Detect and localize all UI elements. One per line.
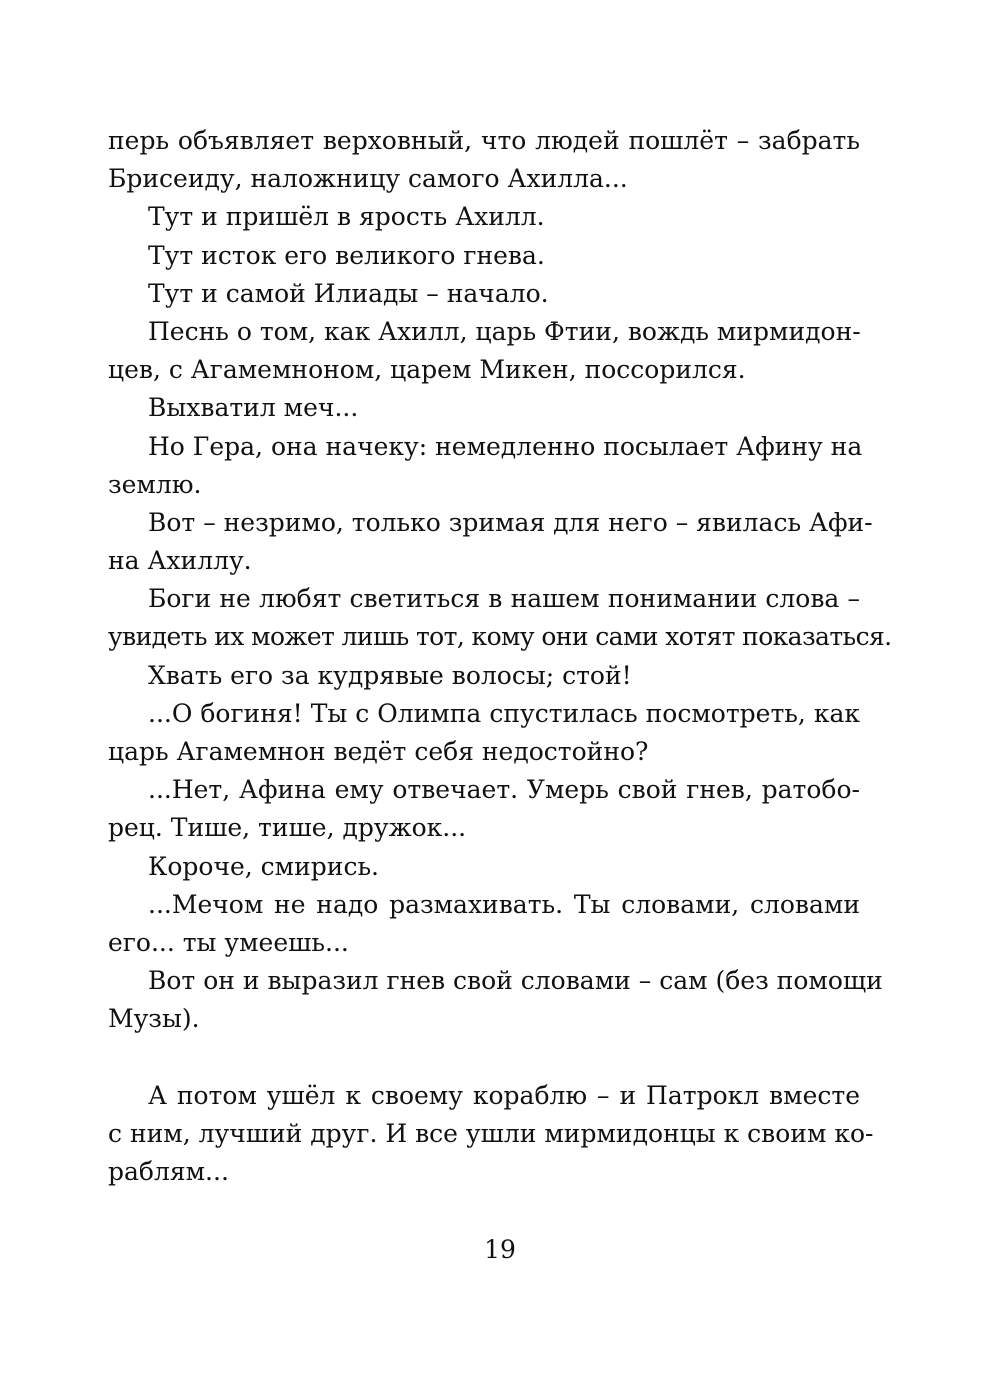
text-line: на Ахиллу. [108,546,252,576]
text-line: с ним, лучший друг. И все ушли мирмидонцы к своим ко- [108,1118,874,1148]
text-line: Брисеиду, наложницу самого Ахилла... [108,164,628,194]
text-line: Тут и самой Илиады – начало. [148,278,549,308]
text-line: Вот он и выразил гнев свой словами – сам (без помощи [148,966,883,996]
text-line: Музы). [108,1004,200,1034]
paragraph-gap [108,1039,860,1077]
text-line: его... ты умеешь... [108,927,349,957]
text-line: А потом ушёл к своему кораблю – и Патрокл вместе [148,1080,860,1110]
text-line: Хвать его за кудрявые волосы; стой! [148,660,632,690]
text-line: Но Гера, она начеку: немедленно посылает Афину на [148,431,863,461]
text-line: увидеть их может лишь тот, кому они сами хотят показаться. [108,622,892,652]
text-line: царь Агамемнон ведёт себя недостойно? [108,737,649,766]
text-line: перь объявляет верховный, что людей пошлёт – забрать [108,126,860,155]
text-line: Тут и пришёл в ярость Ахилл. [148,202,545,232]
text-line: раблям... [108,1156,229,1186]
text-line: землю. [108,469,202,499]
text-line: Боги не любят светиться в нашем понимании слова – [148,584,860,614]
text-line: Песнь о том, как Ахилл, царь Фтии, вождь мирмидон- [148,316,861,346]
text-line: Вот – незримо, только зримая для него – явилась Афи- [148,507,873,537]
text-line: Выхватил меч... [148,393,359,423]
text-line: ...Нет, Афина ему отвечает. Умерь свой гнев, ратобо- [148,775,860,805]
page-text [108,122,892,1191]
text-line: Тут исток его великого гнева. [148,240,545,270]
text-line: ...О богиня! Ты с Олимпа спустилась посмотреть, как [148,698,860,728]
text-line: ...Мечом не надо размахивать. Ты словами, словами [148,889,860,919]
text-line: цев, с Агамемноном, царем Микен, поссорился. [108,355,746,385]
text-line: Короче, смирись. [148,851,380,881]
page-number: 19 [484,1235,516,1264]
text-line: рец. Тише, тише, дружок... [108,813,467,843]
